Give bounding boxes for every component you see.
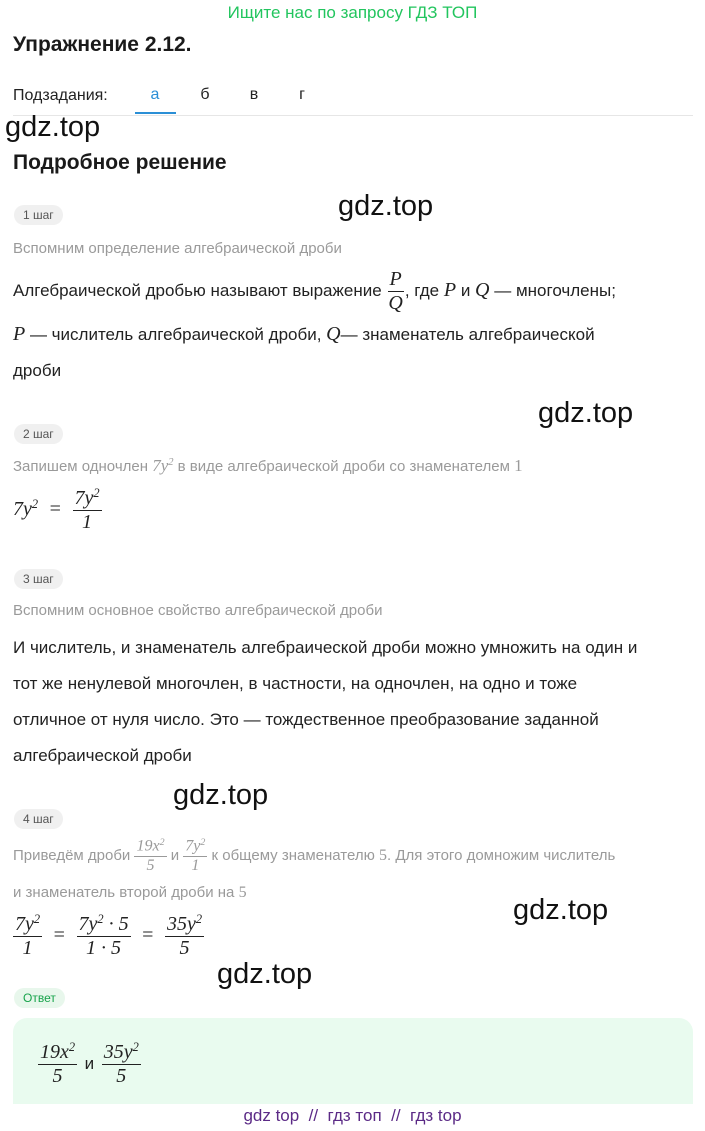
fraction-19x2-over-5 — [38, 1040, 77, 1088]
var-p: P — [443, 278, 457, 301]
fraction-denominator: 5 — [179, 936, 190, 959]
step-3-hint: Вспомним основное свойство алгебраической дроби — [13, 602, 383, 619]
step-1-line-2 — [13, 316, 595, 353]
equals-sign: = — [142, 924, 154, 947]
tab-b[interactable]: б — [200, 86, 210, 103]
numerator-base: 7y — [15, 912, 34, 935]
step-2-formula — [13, 486, 102, 534]
var-q: Q — [326, 323, 341, 345]
fraction-19x2-over-5 — [134, 837, 166, 875]
step-3-line-2: тот же ненулевой многочлен, в частности, на одночлен, на одно и тоже — [13, 674, 578, 693]
fraction-7y2-over-1 — [183, 837, 207, 875]
step-4-hint-b: к общему знаменателю — [211, 847, 375, 865]
step-1-text-c: и — [460, 280, 471, 300]
numerator-base: 19x — [40, 1040, 69, 1063]
watermark: gdz.top — [5, 111, 101, 143]
solution-title: Подробное решение — [13, 151, 227, 174]
step-badge-2: 2 шаг — [14, 424, 63, 444]
step-1-text-b: , где — [404, 280, 440, 300]
step-4-hint-c: . Для этого домножим числитель — [387, 847, 616, 865]
fraction-p-over-q — [386, 268, 404, 315]
numerator-exponent: 2 — [93, 486, 100, 500]
watermark: gdz.top — [338, 190, 434, 222]
answer-and: и — [84, 1054, 95, 1074]
monomial — [13, 498, 38, 520]
step-4-hint-line-1 — [13, 837, 615, 875]
answer-badge: Ответ — [14, 988, 65, 1008]
step-1-text-f: — знаменатель алгебраической — [340, 325, 595, 344]
fraction-numerator — [134, 837, 166, 857]
monomial-exponent: 2 — [31, 497, 39, 512]
step-4-hint-d: и знаменатель второй дроби на — [13, 884, 235, 901]
step-4-hint-a: Приведём дроби — [13, 847, 131, 865]
monomial-exponent: 2 — [168, 457, 174, 469]
fraction-numerator — [38, 1040, 77, 1065]
fraction-denominator: 1 — [82, 510, 93, 533]
fraction-35y2-over-5 — [102, 1040, 141, 1088]
numerator-exponent: 2 — [200, 837, 206, 848]
answer-formula — [38, 1040, 141, 1088]
fraction-numerator: P — [389, 268, 402, 290]
fraction-numerator — [165, 912, 204, 937]
fraction-numerator — [77, 912, 131, 937]
monomial-base: 7y — [152, 456, 169, 475]
fraction-denominator: 1 — [191, 856, 200, 874]
tabs-divider — [13, 115, 693, 116]
step-2-hint — [13, 456, 523, 476]
watermark: gdz.top — [217, 958, 313, 990]
tab-v[interactable]: в — [249, 86, 259, 103]
monomial-base: 7y — [13, 498, 32, 521]
step-1-hint: Вспомним определение алгебраической дроби — [13, 240, 342, 257]
fraction-denominator: 5 — [146, 856, 155, 874]
fraction-numerator — [102, 1040, 141, 1065]
numerator-base: 7y — [74, 486, 94, 509]
numerator-base: 7y — [78, 912, 98, 935]
fraction-denominator: Q — [388, 292, 403, 314]
var-p: P — [13, 323, 26, 345]
fraction-denominator: 5 — [116, 1064, 127, 1087]
monomial — [152, 456, 173, 475]
equals-sign: = — [53, 924, 65, 947]
tab-g[interactable]: г — [299, 86, 305, 103]
multiplier-five: 5 — [238, 884, 247, 901]
numerator-exponent: 2 — [68, 1040, 76, 1054]
watermark: gdz.top — [513, 894, 609, 926]
page-title: Упражнение 2.12. — [13, 33, 192, 56]
step-4-formula — [13, 912, 204, 960]
step-3-line-4: алгебраической дроби — [13, 746, 192, 765]
step-badge-3: 3 шаг — [14, 569, 63, 589]
fraction-numerator — [73, 486, 102, 511]
tab-a[interactable]: а — [150, 86, 160, 103]
numerator-exponent: 2 — [132, 1040, 139, 1054]
fraction-numerator — [13, 912, 42, 937]
search-banner: Ищите нас по запросу ГДЗ ТОП — [227, 3, 478, 22]
fraction-7y2-over-1 — [73, 486, 102, 534]
fraction-35y2-over-5 — [165, 912, 204, 960]
footer-links: gdz top // гдз топ // гдз top — [243, 1106, 462, 1125]
numerator-multiplier: · 5 — [108, 912, 129, 935]
var-q: Q — [475, 278, 490, 301]
watermark: gdz.top — [538, 397, 634, 429]
numerator-base: 35y — [103, 1040, 133, 1063]
step-1-text-d: — многочлены; — [494, 280, 616, 300]
denominator-one: 1 — [514, 456, 523, 475]
fraction-numerator — [183, 837, 207, 857]
step-3-line-3: отличное от нуля число. Это — тождественное преобразование заданной — [13, 710, 599, 729]
fraction-denominator: 1 — [22, 936, 33, 959]
numerator-exponent: 2 — [195, 912, 203, 926]
fraction-7y2-over-1 — [13, 912, 42, 960]
numerator-exponent: 2 — [159, 837, 165, 848]
numerator-exponent: 2 — [97, 912, 104, 926]
step-1-line-1 — [13, 268, 616, 315]
step-1-text-e: — числитель алгебраической дроби, — [29, 325, 322, 344]
step-4-hint-line-2 — [13, 884, 247, 902]
common-denominator: 5 — [379, 847, 388, 865]
watermark: gdz.top — [173, 779, 269, 811]
equals-sign: = — [49, 498, 61, 521]
fraction-denominator: 1 · 5 — [86, 936, 122, 959]
step-1-line-3: дроби — [13, 361, 62, 380]
active-tab-indicator — [135, 112, 176, 114]
step-badge-4: 4 шаг — [14, 809, 63, 829]
subtasks-label: Подзадания: — [13, 87, 108, 104]
numerator-base: 19x — [136, 837, 160, 855]
step-2-hint-a: Запишем одночлен — [13, 458, 149, 475]
step-4-hint-and: и — [170, 847, 180, 865]
fraction-7y2x5-over-1x5 — [77, 912, 131, 960]
fraction-denominator: 5 — [52, 1064, 63, 1087]
numerator-base: 7y — [185, 837, 201, 855]
step-2-hint-b: в виде алгебраической дроби со знаменателем — [177, 458, 510, 475]
numerator-base: 35y — [167, 912, 196, 935]
numerator-exponent: 2 — [33, 912, 41, 926]
step-badge-1: 1 шаг — [14, 205, 63, 225]
step-1-text-a: Алгебраической дробью называют выражение — [13, 280, 382, 300]
step-3-line-1: И числитель, и знаменатель алгебраической дроби можно умножить на один и — [13, 638, 638, 657]
